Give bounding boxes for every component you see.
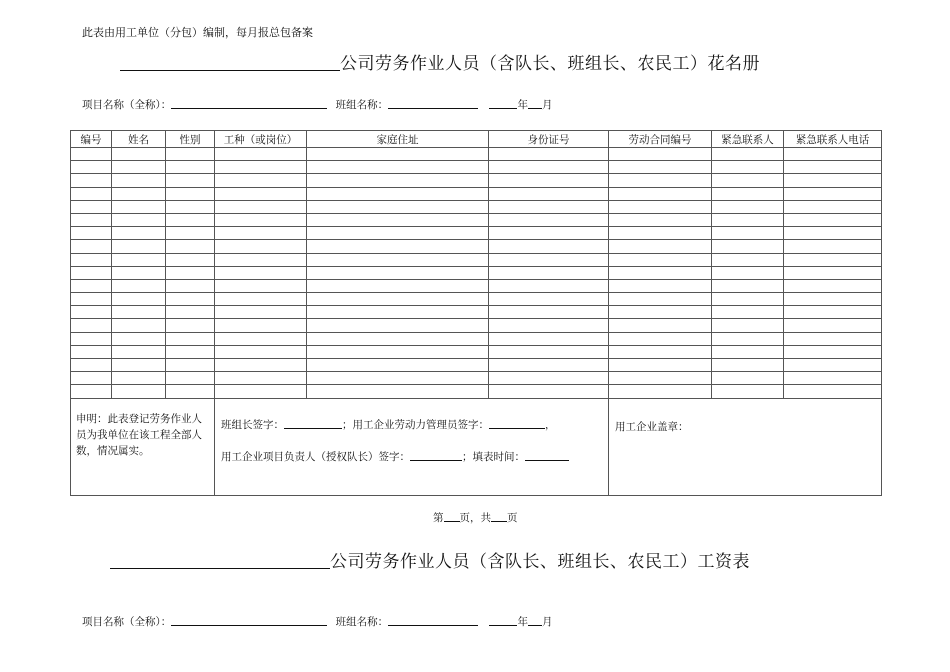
table-cell[interactable] [166,174,215,187]
table-cell[interactable] [71,200,112,213]
table-cell[interactable] [307,306,489,319]
table-cell[interactable] [609,253,712,266]
wage-year-label: 年 [517,616,528,628]
table-cell[interactable] [112,174,166,187]
table-cell[interactable] [784,253,882,266]
table-cell[interactable] [166,306,215,319]
table-cell[interactable] [71,319,112,332]
table-cell[interactable] [784,161,882,174]
table-cell[interactable] [489,213,609,226]
table-cell[interactable] [609,293,712,306]
table-cell[interactable] [307,253,489,266]
table-cell[interactable] [609,200,712,213]
table-cell[interactable] [609,213,712,226]
table-cell[interactable] [784,148,882,161]
table-row [71,161,882,174]
table-cell[interactable] [112,319,166,332]
wage-project-name-label: 项目名称（全称）： [82,616,172,628]
wage-header-info [82,614,552,629]
table-cell[interactable] [166,213,215,226]
table-cell[interactable] [489,332,609,345]
table-cell[interactable] [71,240,112,253]
roster-body [71,148,882,496]
table-cell[interactable] [112,306,166,319]
col-header-emergency-phone: 紧急联系人电话 [784,131,882,148]
table-row [71,359,882,372]
table-cell[interactable] [166,385,215,398]
table-cell[interactable] [784,200,882,213]
labor-manager-sign-label: ；用工企业劳动力管理员签字： [342,418,489,431]
fill-time-label: ；填表时间： [462,450,525,463]
table-cell[interactable] [712,306,784,319]
table-cell[interactable] [489,200,609,213]
year-blank[interactable] [489,97,517,109]
table-row [71,266,882,279]
table-cell[interactable] [712,227,784,240]
table-cell[interactable] [784,187,882,200]
table-cell[interactable] [71,253,112,266]
table-cell[interactable] [112,227,166,240]
page-prefix: 第 [433,512,444,524]
col-header-name: 姓名 [112,131,166,148]
table-cell[interactable] [609,279,712,292]
table-cell[interactable] [307,200,489,213]
signature-line-1 [221,417,604,433]
col-header-gender: 性别 [166,131,215,148]
table-cell[interactable] [112,345,166,358]
table-cell[interactable] [307,174,489,187]
table-cell[interactable] [215,306,307,319]
table-cell[interactable] [489,359,609,372]
table-cell[interactable] [112,187,166,200]
table-cell[interactable] [489,161,609,174]
wage-month-label: 月 [541,616,553,628]
col-header-number: 编号 [71,131,112,148]
table-cell[interactable] [215,332,307,345]
table-cell[interactable] [609,359,712,372]
table-cell[interactable] [71,148,112,161]
table-cell[interactable] [489,372,609,385]
project-head-sign-label: 用工企业项目负责人（授权队长）签字： [221,450,410,463]
table-cell[interactable] [784,279,882,292]
table-cell[interactable] [215,148,307,161]
wage-project-name-blank[interactable] [171,614,327,626]
table-cell[interactable] [712,385,784,398]
table-cell[interactable] [71,306,112,319]
table-cell[interactable] [489,148,609,161]
table-cell[interactable] [215,385,307,398]
page-total-blank[interactable] [491,510,507,522]
table-cell[interactable] [784,332,882,345]
table-cell[interactable] [71,293,112,306]
table-cell[interactable] [166,332,215,345]
table-cell[interactable] [215,293,307,306]
table-cell[interactable] [712,161,784,174]
table-cell[interactable] [166,253,215,266]
table-cell[interactable] [489,306,609,319]
table-cell[interactable] [489,240,609,253]
page-suffix: 页 [507,512,518,524]
col-header-emergency-contact: 紧急联系人 [712,131,784,148]
table-cell[interactable] [712,359,784,372]
table-cell[interactable] [712,200,784,213]
company-name-blank[interactable] [120,53,340,71]
table-cell[interactable] [71,279,112,292]
table-cell[interactable] [71,227,112,240]
table-cell[interactable] [712,345,784,358]
table-cell[interactable] [215,345,307,358]
filing-note: 此表由用工单位（分包）编制，每月报总包备案 [82,26,313,39]
table-cell[interactable] [307,293,489,306]
table-cell[interactable] [71,332,112,345]
table-cell[interactable] [489,319,609,332]
table-cell[interactable] [712,148,784,161]
table-cell[interactable] [489,385,609,398]
table-cell[interactable] [489,266,609,279]
team-name-blank[interactable] [388,97,478,109]
table-cell[interactable] [112,359,166,372]
month-blank[interactable] [528,97,542,109]
table-cell[interactable] [609,174,712,187]
table-row [71,293,882,306]
col-header-id-number: 身份证号 [489,131,609,148]
table-cell[interactable] [307,332,489,345]
wage-month-blank[interactable] [528,614,542,626]
table-cell[interactable] [712,293,784,306]
table-cell[interactable] [215,200,307,213]
table-cell[interactable] [712,332,784,345]
wage-year-blank[interactable] [489,614,517,626]
table-cell[interactable] [784,385,882,398]
project-name-label: 项目名称（全称）： [82,99,172,111]
table-cell[interactable] [609,266,712,279]
table-cell[interactable] [112,161,166,174]
project-name-blank[interactable] [171,97,327,109]
table-cell[interactable] [609,332,712,345]
wage-team-name-label: 班组名称： [335,616,389,628]
company-seal-cell: 用工企业盖章： [609,398,882,495]
fill-time-blank[interactable] [525,449,569,461]
table-cell[interactable] [71,359,112,372]
table-cell[interactable] [71,161,112,174]
table-cell[interactable] [712,213,784,226]
wage-title [110,547,750,572]
table-row [71,200,882,213]
table-cell[interactable] [215,213,307,226]
table-cell[interactable] [784,266,882,279]
table-cell[interactable] [215,266,307,279]
table-cell[interactable] [609,385,712,398]
table-cell[interactable] [215,240,307,253]
table-cell[interactable] [215,359,307,372]
table-row [71,240,882,253]
table-cell[interactable] [71,372,112,385]
table-cell[interactable] [166,227,215,240]
table-cell[interactable] [609,227,712,240]
table-cell[interactable] [784,293,882,306]
roster-title [120,49,760,74]
table-cell[interactable] [166,187,215,200]
table-row [71,332,882,345]
team-leader-sign-label: 班组长签字： [221,418,284,431]
table-cell[interactable] [215,174,307,187]
table-cell[interactable] [215,187,307,200]
table-row [71,253,882,266]
table-row [71,306,882,319]
table-cell[interactable] [609,148,712,161]
table-row [71,174,882,187]
table-cell[interactable] [215,372,307,385]
page-number-blank[interactable] [444,510,460,522]
table-cell[interactable] [307,372,489,385]
labor-manager-sign-blank[interactable] [489,417,545,429]
table-cell[interactable] [784,240,882,253]
table-cell[interactable] [215,279,307,292]
table-cell[interactable] [307,213,489,226]
table-row [71,385,882,398]
table-cell[interactable] [215,227,307,240]
table-cell[interactable] [307,227,489,240]
table-cell[interactable] [307,279,489,292]
table-cell[interactable] [609,306,712,319]
table-cell[interactable] [307,187,489,200]
table-cell[interactable] [784,345,882,358]
table-cell[interactable] [166,319,215,332]
table-row [71,187,882,200]
roster-header-info [82,97,552,112]
table-cell[interactable] [307,266,489,279]
table-cell[interactable] [166,266,215,279]
table-cell[interactable] [784,213,882,226]
table-cell[interactable] [166,345,215,358]
roster-header-row [71,131,882,148]
table-cell[interactable] [71,187,112,200]
table-cell[interactable] [215,319,307,332]
wage-title-text: 公司劳务作业人员（含队长、班组长、农民工）工资表 [330,552,750,572]
table-cell[interactable] [71,266,112,279]
table-cell[interactable] [112,148,166,161]
table-cell[interactable] [307,345,489,358]
table-cell[interactable] [112,213,166,226]
table-cell[interactable] [609,372,712,385]
table-cell[interactable] [712,319,784,332]
table-cell[interactable] [307,319,489,332]
col-header-address: 家庭住址 [307,131,489,148]
table-row [71,213,882,226]
table-cell[interactable] [166,293,215,306]
table-cell[interactable] [215,161,307,174]
table-cell[interactable] [307,385,489,398]
table-cell[interactable] [712,372,784,385]
signature-line-2 [221,449,604,465]
table-cell[interactable] [784,227,882,240]
project-head-sign-blank[interactable] [410,449,462,461]
table-cell[interactable] [215,253,307,266]
table-row [71,319,882,332]
month-label: 月 [541,99,553,111]
table-cell[interactable] [609,187,712,200]
table-cell[interactable] [166,240,215,253]
table-cell[interactable] [71,345,112,358]
table-cell[interactable] [609,319,712,332]
table-cell[interactable] [71,213,112,226]
signature-comma: ， [545,418,556,431]
table-cell[interactable] [112,253,166,266]
table-cell[interactable] [489,253,609,266]
table-cell[interactable] [712,187,784,200]
table-cell[interactable] [307,359,489,372]
table-cell[interactable] [489,227,609,240]
table-cell[interactable] [784,306,882,319]
table-cell[interactable] [166,200,215,213]
year-label: 年 [517,99,528,111]
table-cell[interactable] [784,372,882,385]
table-cell[interactable] [712,240,784,253]
signature-cell [215,398,609,495]
table-row [71,227,882,240]
table-cell[interactable] [712,253,784,266]
table-cell[interactable] [784,174,882,187]
table-cell[interactable] [784,319,882,332]
table-cell[interactable] [307,161,489,174]
table-cell[interactable] [784,359,882,372]
page-mid: 页，共 [459,512,491,524]
table-cell[interactable] [609,240,712,253]
table-row [71,372,882,385]
roster-table [70,130,882,496]
table-cell[interactable] [489,279,609,292]
table-row [71,279,882,292]
table-cell[interactable] [489,293,609,306]
table-cell[interactable] [112,332,166,345]
table-cell[interactable] [112,279,166,292]
table-cell[interactable] [112,200,166,213]
table-cell[interactable] [166,279,215,292]
table-cell[interactable] [166,372,215,385]
team-name-label: 班组名称： [335,99,389,111]
table-cell[interactable] [307,148,489,161]
table-cell[interactable] [112,266,166,279]
col-header-contract-number: 劳动合同编号 [609,131,712,148]
table-cell[interactable] [489,174,609,187]
table-cell[interactable] [307,240,489,253]
table-row [71,148,882,161]
table-cell[interactable] [112,385,166,398]
table-cell[interactable] [112,372,166,385]
table-cell[interactable] [489,187,609,200]
table-cell[interactable] [609,161,712,174]
table-cell[interactable] [489,345,609,358]
table-cell[interactable] [609,345,712,358]
table-cell[interactable] [112,293,166,306]
wage-company-name-blank[interactable] [110,551,330,569]
table-cell[interactable] [166,161,215,174]
table-row [71,345,882,358]
col-header-trade: 工种（或岗位） [215,131,307,148]
table-cell[interactable] [712,279,784,292]
table-cell[interactable] [166,359,215,372]
declaration-cell: 申明：此表登记劳务作业人员为我单位在该工程全部人数，情况属实。 [71,398,215,495]
roster-title-text: 公司劳务作业人员（含队长、班组长、农民工）花名册 [340,54,760,74]
wage-team-name-blank[interactable] [388,614,478,626]
team-leader-sign-blank[interactable] [284,417,342,429]
table-cell[interactable] [166,148,215,161]
table-cell[interactable] [71,385,112,398]
roster-footer-row [71,398,882,495]
table-cell[interactable] [71,174,112,187]
page-counter [433,510,518,525]
table-cell[interactable] [712,266,784,279]
table-cell[interactable] [112,240,166,253]
table-cell[interactable] [712,174,784,187]
